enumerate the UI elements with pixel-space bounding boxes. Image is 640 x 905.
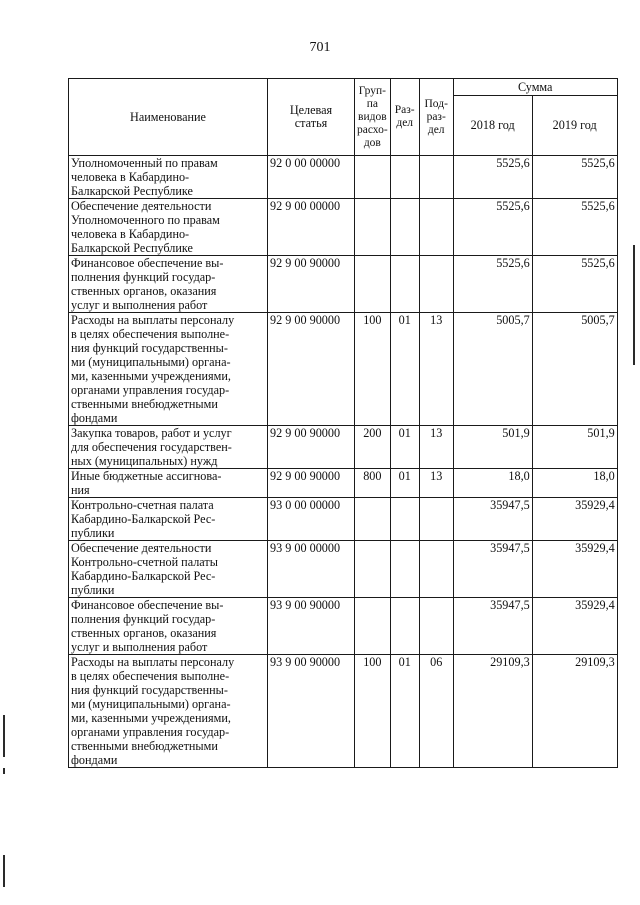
scan-mark (3, 768, 5, 774)
budget-table (68, 78, 618, 768)
row-name-line: человека в Кабардино- (71, 170, 190, 184)
header-section-line: дел (396, 117, 414, 129)
row-name-line: полнения функций государ- (71, 612, 216, 626)
row-sum-2018: 5005,7 (453, 313, 532, 426)
table-row (69, 598, 618, 655)
row-name-line: органами управления государ- (71, 725, 230, 739)
row-name-line: ния функций государственны- (71, 341, 228, 355)
header-year-2019: 2019 год (532, 96, 617, 156)
row-name-line: публики (71, 583, 115, 597)
row-section: 01 (390, 469, 419, 498)
row-name-line: ственными внебюджетными (71, 739, 218, 753)
row-name (69, 541, 268, 598)
row-name-line: Обеспечение деятельности (71, 199, 212, 213)
row-name-line: услуг и выполнения работ (71, 640, 208, 654)
row-sum-2019: 5005,7 (532, 313, 617, 426)
row-group (355, 256, 391, 313)
row-section (390, 498, 419, 541)
scan-mark (3, 715, 5, 757)
row-name-line: органами управления государ- (71, 383, 230, 397)
row-sum-2019: 35929,4 (532, 598, 617, 655)
row-name-line: фондами (71, 411, 118, 425)
row-subsection (419, 598, 453, 655)
row-name-line: Контрольно-счетной палаты (71, 555, 218, 569)
row-sum-2019: 29109,3 (532, 655, 617, 768)
scan-mark (633, 245, 635, 365)
table-row (69, 469, 618, 498)
row-name-line: публики (71, 526, 115, 540)
row-section (390, 156, 419, 199)
row-subsection (419, 256, 453, 313)
table-row (69, 199, 618, 256)
row-sum-2018: 35947,5 (453, 541, 532, 598)
row-name-line: ми, казенными учреждениями, (71, 711, 231, 725)
row-subsection: 06 (419, 655, 453, 768)
row-name-line: ми (муниципальными) органа- (71, 355, 231, 369)
row-name-line: Финансовое обеспечение вы- (71, 256, 224, 270)
row-name-line: ми, казенными учреждениями, (71, 369, 231, 383)
row-name-line: Балкарской Республике (71, 184, 193, 198)
row-section (390, 256, 419, 313)
row-target-code: 93 9 00 90000 (268, 655, 355, 768)
table-body (69, 156, 618, 768)
row-name (69, 313, 268, 426)
row-name-line: Расходы на выплаты персоналу (71, 313, 235, 327)
row-name (69, 655, 268, 768)
row-sum-2019: 18,0 (532, 469, 617, 498)
row-name (69, 426, 268, 469)
header-section-line: Раз- (394, 104, 415, 116)
header-section (390, 79, 419, 156)
row-target-code: 93 9 00 90000 (268, 598, 355, 655)
row-sum-2018: 5525,6 (453, 256, 532, 313)
row-section: 01 (390, 426, 419, 469)
row-sum-2018: 501,9 (453, 426, 532, 469)
row-name-line: Расходы на выплаты персоналу (71, 655, 235, 669)
row-sum-2019: 5525,6 (532, 156, 617, 199)
header-group (355, 79, 391, 156)
page-number: 701 (309, 40, 331, 55)
row-sum-2018: 5525,6 (453, 199, 532, 256)
row-sum-2019: 5525,6 (532, 199, 617, 256)
row-name-line: фондами (71, 753, 118, 767)
header-group-line: видов (358, 110, 387, 123)
row-sum-2019: 35929,4 (532, 498, 617, 541)
row-sum-2018: 18,0 (453, 469, 532, 498)
row-name-line: Финансовое обеспечение вы- (71, 598, 224, 612)
header-group-line: дов (363, 136, 381, 149)
row-group: 100 (355, 655, 391, 768)
row-group: 100 (355, 313, 391, 426)
row-name-line: ственных органов, оказания (71, 626, 217, 640)
row-sum-2018: 5525,6 (453, 156, 532, 199)
row-group (355, 498, 391, 541)
row-target-code: 92 9 00 90000 (268, 256, 355, 313)
row-name-line: ных (муниципальных) нужд (71, 454, 218, 468)
row-name-line: Уполномоченный по правам (71, 156, 218, 170)
header-group-line: Груп- (358, 84, 386, 97)
row-group: 800 (355, 469, 391, 498)
row-target-code: 92 9 00 90000 (268, 313, 355, 426)
header-target (268, 79, 355, 156)
row-name-line: Балкарской Республике (71, 241, 193, 255)
row-subsection (419, 199, 453, 256)
row-sum-2019: 501,9 (532, 426, 617, 469)
row-name-line: в целях обеспечения выполне- (71, 327, 230, 341)
row-sum-2018: 29109,3 (453, 655, 532, 768)
header-target-text: Целевая статья (289, 103, 333, 130)
row-name-line: ми (муниципальными) органа- (71, 697, 231, 711)
row-name-line: ственных органов, оказания (71, 284, 217, 298)
table-row (69, 313, 618, 426)
row-section: 01 (390, 655, 419, 768)
row-name (69, 598, 268, 655)
row-name-line: ственными внебюджетными (71, 397, 218, 411)
row-sum-2018: 35947,5 (453, 498, 532, 541)
row-subsection (419, 541, 453, 598)
row-name (69, 199, 268, 256)
row-sum-2019: 5525,6 (532, 256, 617, 313)
row-subsection (419, 498, 453, 541)
header-year-2018: 2018 год (453, 96, 532, 156)
row-name-line: услуг и выполнения работ (71, 298, 208, 312)
row-section: 01 (390, 313, 419, 426)
row-name-line: ния функций государственны- (71, 683, 228, 697)
header-group-lines (357, 85, 388, 150)
row-name-line: полнения функций государ- (71, 270, 216, 284)
table-row (69, 426, 618, 469)
header-subsection-line: дел (427, 123, 445, 136)
table-row (69, 156, 618, 199)
row-target-code: 92 9 00 90000 (268, 426, 355, 469)
header-subsection (419, 79, 453, 156)
header-subsection-line: Под- (424, 97, 448, 110)
row-name-line: Закупка товаров, работ и услуг (71, 426, 232, 440)
row-target-code: 93 0 00 00000 (268, 498, 355, 541)
header-sum: Сумма (453, 79, 617, 96)
row-name-line: человека в Кабардино- (71, 227, 190, 241)
row-name-line: в целях обеспечения выполне- (71, 669, 230, 683)
row-section (390, 541, 419, 598)
row-group: 200 (355, 426, 391, 469)
row-subsection: 13 (419, 469, 453, 498)
row-name-line: Кабардино-Балкарской Рес- (71, 512, 216, 526)
row-name (69, 256, 268, 313)
row-name-line: Кабардино-Балкарской Рес- (71, 569, 216, 583)
row-name (69, 498, 268, 541)
row-name (69, 469, 268, 498)
header-name: Наименование (69, 79, 268, 156)
row-group (355, 199, 391, 256)
table-row (69, 256, 618, 313)
table-row (69, 498, 618, 541)
row-target-code: 93 9 00 00000 (268, 541, 355, 598)
row-name-line: Уполномоченного по правам (71, 213, 220, 227)
row-name-line: Контрольно-счетная палата (71, 498, 214, 512)
row-target-code: 92 9 00 90000 (268, 469, 355, 498)
row-sum-2018: 35947,5 (453, 598, 532, 655)
row-name-line: Обеспечение деятельности (71, 541, 212, 555)
row-subsection (419, 156, 453, 199)
row-section (390, 199, 419, 256)
row-name-line: Иные бюджетные ассигнова- (71, 469, 222, 483)
table-header (69, 79, 618, 156)
row-sum-2019: 35929,4 (532, 541, 617, 598)
header-subsection-line: раз- (426, 110, 446, 123)
row-subsection: 13 (419, 426, 453, 469)
row-subsection: 13 (419, 313, 453, 426)
row-target-code: 92 9 00 00000 (268, 199, 355, 256)
row-name (69, 156, 268, 199)
table-row (69, 541, 618, 598)
row-section (390, 598, 419, 655)
row-group (355, 598, 391, 655)
row-name-line: для обеспечения государствен- (71, 440, 232, 454)
table-row (69, 655, 618, 768)
scan-mark (3, 855, 5, 887)
row-name-line: ния (71, 483, 90, 497)
header-group-line: расхо- (357, 123, 388, 136)
header-group-line: па (366, 97, 378, 110)
row-group (355, 156, 391, 199)
row-group (355, 541, 391, 598)
row-target-code: 92 0 00 00000 (268, 156, 355, 199)
